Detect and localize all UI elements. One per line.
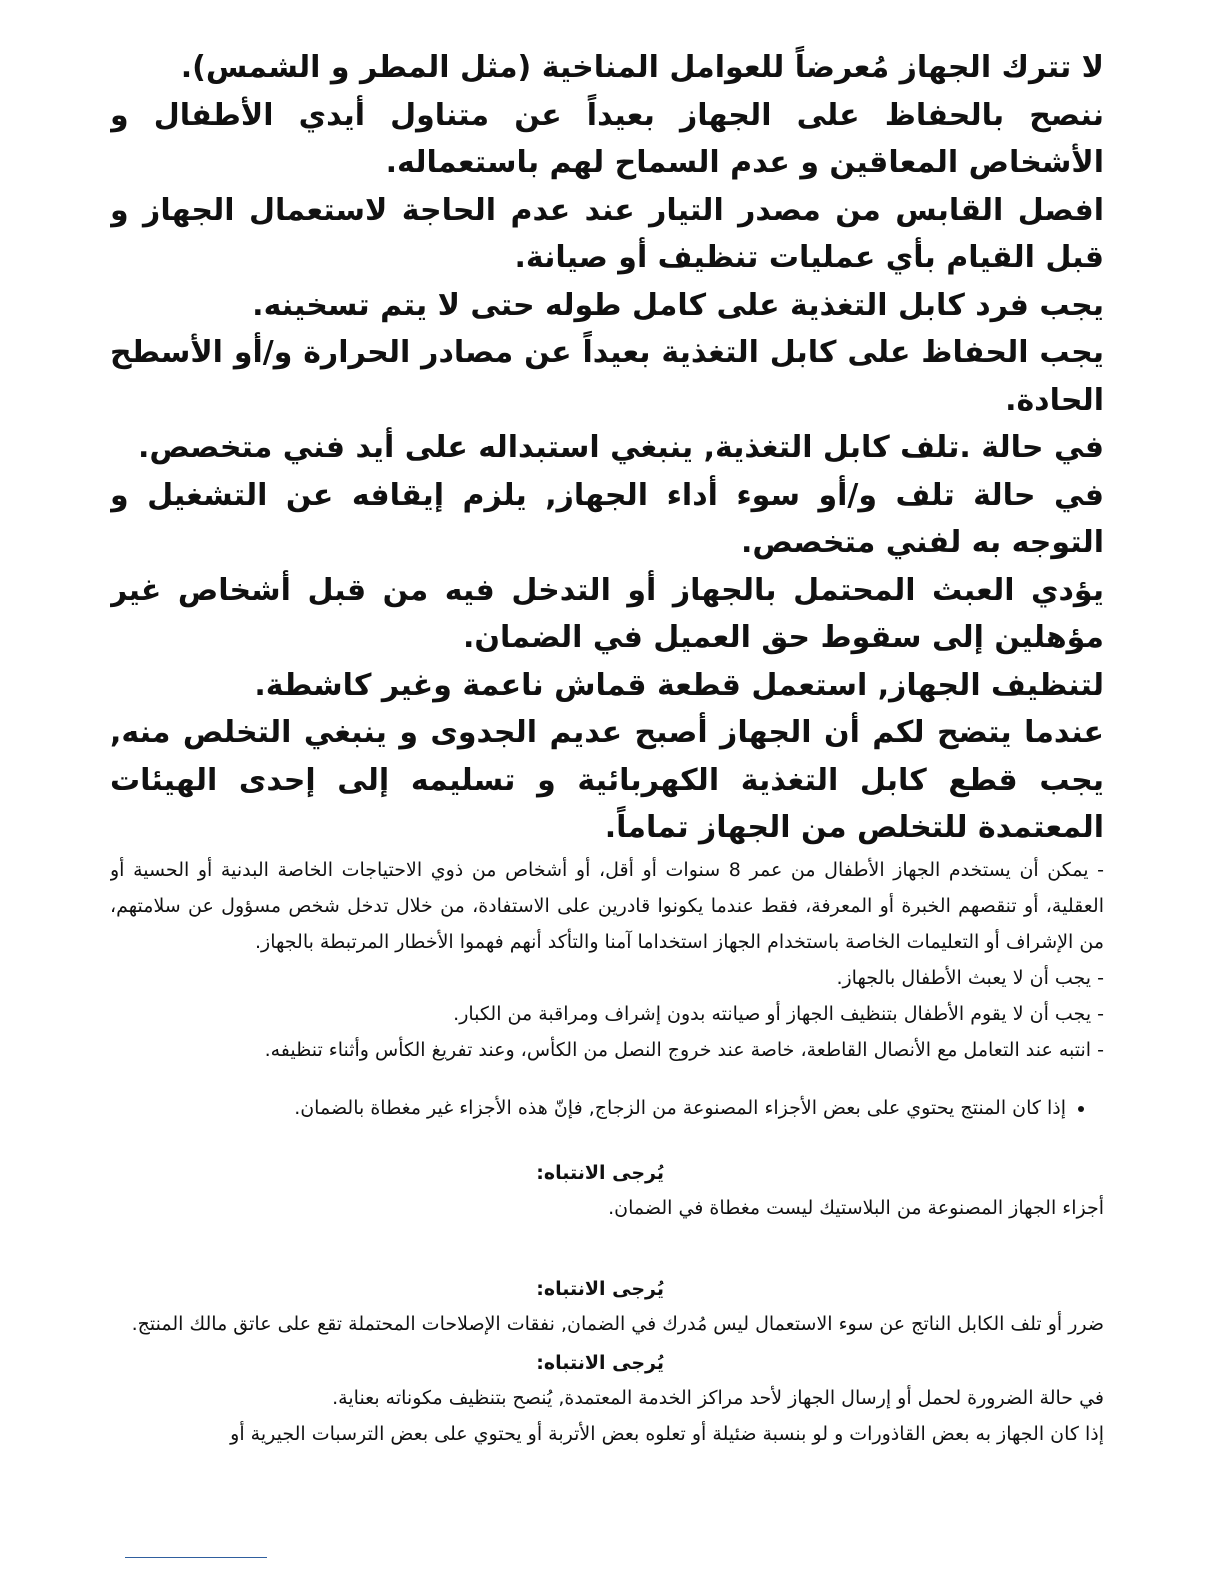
note-title: يُرجى الانتباه: [536,1277,664,1300]
paragraph: افصل القابس من مصدر التيار عند عدم الحاجة لاستعمال الجهاز و قبل القيام بأي عمليات تنظيف أو صيانة. [110,192,1104,275]
note-block [110,1346,1104,1416]
paragraph: في حالة .تلف كابل التغذية, ينبغي استبداله على أيد فني متخصص. [137,430,1104,465]
document-page [110,44,1104,1474]
paragraph: يؤدي العبث المحتمل بالجهاز أو التدخل فيه من قبل أشخاص غير مؤهلين إلى سقوط حق العميل في الضمان. [110,572,1104,655]
note-title: يُرجى الانتباه: [536,1161,664,1184]
safety-paragraph: - انتبه عند التعامل مع الأنصال القاطعة، خاصة عند خروج النصل من الكأس، وعند تفريغ الكأس وأثناء تنظيفه. [264,1038,1104,1061]
paragraph: يجب الحفاظ على كابل التغذية بعيداً عن مصادر الحرارة و/أو الأسطح الحادة. [110,335,1104,418]
paragraph: عندما يتضح لكم أن الجهاز أصبح عديم الجدوى و ينبغي التخلص منه, يجب قطع كابل التغذية الكهربائية و تسليمه إلى إحدى الهيئات المعتمدة للتخلص من الجهاز تماماً. [110,715,1104,845]
safety-paragraph: - يجب أن لا يعبث الأطفال بالجهاز. [836,966,1104,989]
safety-paragraph: - يجب أن لا يقوم الأطفال بتنظيف الجهاز أو صيانته بدون إشراف ومراقبة من الكبار. [453,1002,1104,1025]
paragraph: ننصح بالحفاظ على الجهاز بعيداً عن متناول أيدي الأطفال و الأشخاص المعاقين و عدم السماح لهم باستعماله. [110,97,1104,180]
paragraph: يجب فرد كابل التغذية على كامل طوله حتى لا يتم تسخينه. [252,287,1104,323]
note-text: ضرر أو تلف الكابل الناتج عن سوء الاستعمال ليس مُدرك في الضمان, نفقات الإصلاحات المحتملة تقع على عاتق مالك المنتج. [131,1312,1104,1335]
note-text: في حالة الضرورة لحمل أو إرسال الجهاز لأحد مراكز الخدمة المعتمدة, يُنصح بتنظيف مكوناته بعناية. [332,1386,1104,1409]
note-text: أجزاء الجهاز المصنوعة من البلاستيك ليست مغطاة في الضمان. [608,1196,1104,1219]
paragraph: لتنظيف الجهاز, استعمل قطعة قماش ناعمة وغير كاشطة. [254,667,1104,703]
safety-paragraph: - يمكن أن يستخدم الجهاز الأطفال من عمر 8 سنوات أو أقل، أو أشخاص من ذوي الاحتياجات الخاصة البدنية أو الحسية أو العقلية، أو تنقصهم الخبرة أو المعرفة، فقط عندما يكونوا قادرين على الاستفادة، من خلال تدخل شخص مسؤول عن سلامتهم، من الإشراف أو التعليمات الخاصة باستخدام الجهاز استخداما آمنا والتأكد أنهم فهموا الأخطار المرتبطة بالجهاز. [110,858,1104,953]
footnote-separator [125,1557,267,1558]
paragraph: لا تترك الجهاز مُعرضاً للعوامل المناخية (مثل المطر و الشمس). [180,50,1104,85]
note-block [110,1272,1104,1342]
paragraph: في حالة تلف و/أو سوء أداء الجهاز, يلزم إيقافه عن التشغيل و التوجه به لفني متخصص. [110,477,1104,560]
bullet-item: • إذا كان المنتج يحتوي على بعض الأجزاء المصنوعة من الزجاج, فإنّ هذه الأجزاء غير مغطاة بالضمان. [110,1090,1066,1126]
note-title: يُرجى الانتباه: [536,1351,664,1374]
trailing-text: إذا كان الجهاز به بعض القاذورات و لو بنسبة ضئيلة أو تعلوه بعض الأتربة أو يحتوي على بعض الترسبات الجيرية أو [230,1422,1104,1445]
bullet-list [110,1090,1104,1126]
note-block [110,1156,1104,1226]
